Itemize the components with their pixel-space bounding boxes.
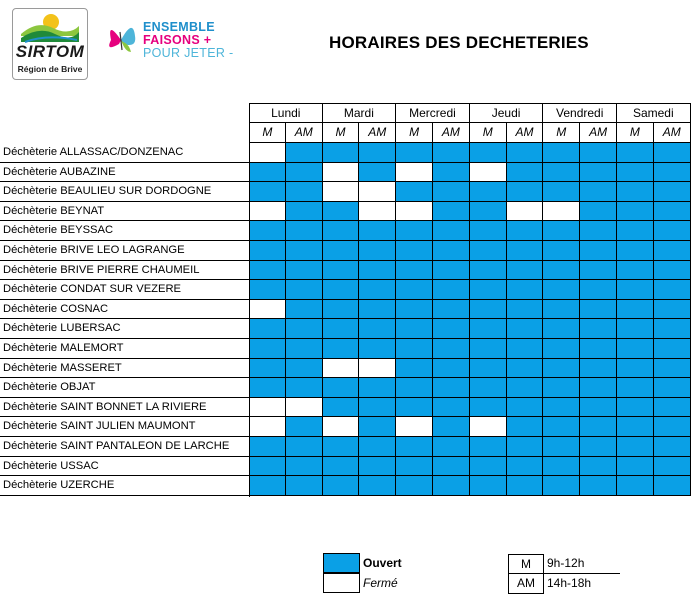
open-cell xyxy=(286,300,323,320)
site-name: Déchèterie MALEMORT xyxy=(0,339,250,359)
open-cell xyxy=(654,378,691,398)
open-cell xyxy=(654,143,691,163)
open-cell xyxy=(396,457,433,477)
open-cell xyxy=(396,241,433,261)
open-cell xyxy=(617,398,654,418)
open-cell xyxy=(396,143,433,163)
open-cell xyxy=(470,280,507,300)
open-cell xyxy=(359,457,396,477)
day-header: Vendredi xyxy=(543,103,617,123)
open-cell xyxy=(617,359,654,379)
closed-cell xyxy=(323,417,360,437)
open-cell xyxy=(507,457,544,477)
open-cell xyxy=(470,457,507,477)
period-header: AM xyxy=(654,123,691,143)
open-cell xyxy=(249,241,286,261)
closed-cell xyxy=(396,417,433,437)
site-name: Déchèterie BEYSSAC xyxy=(0,221,250,241)
open-cell xyxy=(580,261,617,281)
open-cell xyxy=(580,378,617,398)
open-cell xyxy=(433,300,470,320)
closed-cell xyxy=(249,143,286,163)
open-cell xyxy=(323,143,360,163)
open-cell xyxy=(433,339,470,359)
open-cell xyxy=(286,202,323,222)
period-header: M xyxy=(543,123,580,143)
open-cell xyxy=(507,319,544,339)
open-cell xyxy=(286,241,323,261)
open-cell xyxy=(433,182,470,202)
site-name: Déchèterie CONDAT SUR VEZERE xyxy=(0,280,250,300)
site-name: Déchèterie BRIVE LEO LAGRANGE xyxy=(0,241,250,261)
open-cell xyxy=(543,221,580,241)
open-cell xyxy=(396,182,433,202)
open-cell xyxy=(617,476,654,496)
open-cell xyxy=(470,398,507,418)
open-cell xyxy=(470,261,507,281)
period-header: M xyxy=(323,123,360,143)
site-name: Déchèterie SAINT PANTALEON DE LARCHE xyxy=(0,437,250,457)
open-cell xyxy=(470,319,507,339)
open-cell xyxy=(507,280,544,300)
open-cell xyxy=(580,202,617,222)
day-header: Mercredi xyxy=(396,103,470,123)
site-name: Déchèterie SAINT JULIEN MAUMONT xyxy=(0,417,250,437)
open-cell xyxy=(580,182,617,202)
open-cell xyxy=(249,476,286,496)
open-cell xyxy=(507,417,544,437)
open-cell xyxy=(249,261,286,281)
open-cell xyxy=(249,280,286,300)
site-name: Déchèterie SAINT BONNET LA RIVIERE xyxy=(0,398,250,418)
open-cell xyxy=(323,241,360,261)
open-cell xyxy=(359,476,396,496)
open-cell xyxy=(617,241,654,261)
open-cell xyxy=(543,319,580,339)
open-cell xyxy=(543,339,580,359)
site-name: Déchèterie COSNAC xyxy=(0,300,250,320)
day-header: Samedi xyxy=(617,103,691,123)
open-cell xyxy=(433,143,470,163)
open-cell xyxy=(543,417,580,437)
legend-am-hours: 14h-18h xyxy=(547,576,592,590)
open-cell xyxy=(654,417,691,437)
open-cell xyxy=(470,359,507,379)
legend-m-hours: 9h-12h xyxy=(547,556,585,570)
open-cell xyxy=(617,319,654,339)
open-cell xyxy=(580,319,617,339)
site-name: Déchèterie UZERCHE xyxy=(0,476,250,496)
open-cell xyxy=(543,359,580,379)
open-cell xyxy=(580,300,617,320)
open-cell xyxy=(249,378,286,398)
open-cell xyxy=(580,339,617,359)
open-cell xyxy=(396,319,433,339)
closed-cell xyxy=(507,202,544,222)
open-cell xyxy=(433,359,470,379)
open-cell xyxy=(323,300,360,320)
open-cell xyxy=(580,476,617,496)
open-cell xyxy=(507,300,544,320)
open-cell xyxy=(654,202,691,222)
open-cell xyxy=(654,221,691,241)
open-cell xyxy=(617,261,654,281)
open-cell xyxy=(654,182,691,202)
site-name: Déchèterie BEYNAT xyxy=(0,202,250,222)
open-cell xyxy=(470,339,507,359)
open-cell xyxy=(396,261,433,281)
closed-cell xyxy=(396,163,433,183)
open-cell xyxy=(470,221,507,241)
open-cell xyxy=(543,300,580,320)
open-cell xyxy=(249,221,286,241)
period-header: AM xyxy=(507,123,544,143)
open-cell xyxy=(543,398,580,418)
closed-cell xyxy=(249,398,286,418)
open-cell xyxy=(617,202,654,222)
open-cell xyxy=(433,241,470,261)
open-cell xyxy=(286,378,323,398)
closed-cell xyxy=(323,163,360,183)
period-header: AM xyxy=(580,123,617,143)
closed-cell xyxy=(323,359,360,379)
open-cell xyxy=(359,221,396,241)
site-name: Déchèterie LUBERSAC xyxy=(0,319,250,339)
period-header: M xyxy=(470,123,507,143)
open-cell xyxy=(580,241,617,261)
site-name: Déchèterie BRIVE PIERRE CHAUMEIL xyxy=(0,261,250,281)
open-cell xyxy=(323,202,360,222)
closed-cell xyxy=(359,202,396,222)
open-cell xyxy=(654,476,691,496)
open-cell xyxy=(654,241,691,261)
open-cell xyxy=(470,202,507,222)
open-cell xyxy=(543,457,580,477)
period-header: M xyxy=(249,123,286,143)
open-cell xyxy=(396,476,433,496)
open-cell xyxy=(507,221,544,241)
open-cell xyxy=(286,339,323,359)
open-cell xyxy=(433,319,470,339)
open-cell xyxy=(396,300,433,320)
open-cell xyxy=(617,437,654,457)
closed-cell xyxy=(470,163,507,183)
open-cell xyxy=(249,437,286,457)
open-cell xyxy=(580,417,617,437)
open-cell xyxy=(359,261,396,281)
open-cell xyxy=(323,261,360,281)
open-cell xyxy=(470,241,507,261)
open-cell xyxy=(580,163,617,183)
open-cell xyxy=(396,339,433,359)
open-cell xyxy=(543,163,580,183)
open-cell xyxy=(617,378,654,398)
open-cell xyxy=(249,182,286,202)
closed-cell xyxy=(286,398,323,418)
open-cell xyxy=(359,339,396,359)
open-cell xyxy=(433,398,470,418)
open-cell xyxy=(507,241,544,261)
legend-m-underline xyxy=(544,573,620,574)
sirtom-name: SIRTOM xyxy=(15,42,85,61)
open-cell xyxy=(543,437,580,457)
open-cell xyxy=(249,319,286,339)
open-cell xyxy=(580,280,617,300)
legend-open-swatch xyxy=(323,553,360,573)
open-cell xyxy=(654,359,691,379)
open-cell xyxy=(580,398,617,418)
ensemble-line1: ENSEMBLE xyxy=(143,20,215,34)
open-cell xyxy=(617,300,654,320)
open-cell xyxy=(507,261,544,281)
open-cell xyxy=(433,163,470,183)
closed-cell xyxy=(359,359,396,379)
site-name: Déchèterie ALLASSAC/DONZENAC xyxy=(0,143,250,163)
legend-closed-label: Fermé xyxy=(363,576,398,590)
open-cell xyxy=(323,339,360,359)
open-cell xyxy=(654,280,691,300)
site-name: Déchèterie BEAULIEU SUR DORDOGNE xyxy=(0,182,250,202)
open-cell xyxy=(617,417,654,437)
open-cell xyxy=(617,163,654,183)
legend-closed-swatch xyxy=(323,573,360,593)
open-cell xyxy=(617,182,654,202)
open-cell xyxy=(249,359,286,379)
closed-cell xyxy=(359,182,396,202)
open-cell xyxy=(286,163,323,183)
open-cell xyxy=(323,437,360,457)
legend-am-code: AM xyxy=(508,574,544,594)
closed-cell xyxy=(249,417,286,437)
closed-cell xyxy=(396,202,433,222)
open-cell xyxy=(654,319,691,339)
closed-cell xyxy=(323,182,360,202)
open-cell xyxy=(433,378,470,398)
open-cell xyxy=(396,398,433,418)
open-cell xyxy=(323,221,360,241)
sirtom-logo xyxy=(12,8,88,80)
open-cell xyxy=(617,457,654,477)
open-cell xyxy=(654,339,691,359)
period-header: M xyxy=(617,123,654,143)
period-header: M xyxy=(396,123,433,143)
open-cell xyxy=(580,359,617,379)
open-cell xyxy=(359,437,396,457)
open-cell xyxy=(654,163,691,183)
open-cell xyxy=(359,163,396,183)
open-cell xyxy=(543,378,580,398)
day-header: Mardi xyxy=(323,103,397,123)
closed-cell xyxy=(543,202,580,222)
open-cell xyxy=(433,457,470,477)
open-cell xyxy=(470,300,507,320)
open-cell xyxy=(433,417,470,437)
open-cell xyxy=(286,143,323,163)
open-cell xyxy=(433,261,470,281)
closed-cell xyxy=(249,202,286,222)
open-cell xyxy=(470,182,507,202)
open-cell xyxy=(323,476,360,496)
open-cell xyxy=(249,457,286,477)
open-cell xyxy=(507,359,544,379)
open-cell xyxy=(396,378,433,398)
open-cell xyxy=(580,437,617,457)
site-name: Déchèterie AUBAZINE xyxy=(0,163,250,183)
closed-cell xyxy=(249,300,286,320)
open-cell xyxy=(543,261,580,281)
open-cell xyxy=(286,221,323,241)
open-cell xyxy=(359,143,396,163)
open-cell xyxy=(507,378,544,398)
open-cell xyxy=(507,143,544,163)
open-cell xyxy=(396,221,433,241)
open-cell xyxy=(359,319,396,339)
open-cell xyxy=(286,417,323,437)
open-cell xyxy=(396,359,433,379)
period-header: AM xyxy=(359,123,396,143)
open-cell xyxy=(286,437,323,457)
open-cell xyxy=(507,163,544,183)
open-cell xyxy=(286,457,323,477)
site-name: Déchèterie USSAC xyxy=(0,457,250,477)
open-cell xyxy=(507,339,544,359)
site-name: Déchèterie OBJAT xyxy=(0,378,250,398)
open-cell xyxy=(617,339,654,359)
open-cell xyxy=(433,476,470,496)
period-header: AM xyxy=(433,123,470,143)
open-cell xyxy=(323,378,360,398)
open-cell xyxy=(433,437,470,457)
open-cell xyxy=(507,437,544,457)
open-cell xyxy=(359,378,396,398)
sirtom-landscape-icon xyxy=(19,12,81,44)
open-cell xyxy=(470,143,507,163)
page-title: HORAIRES DES DECHETERIES xyxy=(329,33,589,52)
open-cell xyxy=(580,143,617,163)
closed-cell xyxy=(470,417,507,437)
open-cell xyxy=(323,398,360,418)
open-cell xyxy=(470,437,507,457)
legend-m-code: M xyxy=(508,554,544,574)
open-cell xyxy=(286,182,323,202)
open-cell xyxy=(396,437,433,457)
open-cell xyxy=(654,300,691,320)
open-cell xyxy=(654,437,691,457)
day-header: Jeudi xyxy=(470,103,544,123)
open-cell xyxy=(396,280,433,300)
period-header: AM xyxy=(286,123,323,143)
open-cell xyxy=(543,476,580,496)
open-cell xyxy=(580,457,617,477)
ensemble-logo xyxy=(103,14,238,74)
open-cell xyxy=(617,280,654,300)
open-cell xyxy=(507,476,544,496)
open-cell xyxy=(323,319,360,339)
butterfly-icon xyxy=(103,18,139,60)
open-cell xyxy=(286,319,323,339)
open-cell xyxy=(249,163,286,183)
day-header: Lundi xyxy=(249,103,323,123)
open-cell xyxy=(507,182,544,202)
grid-left-border xyxy=(249,143,250,497)
open-cell xyxy=(580,221,617,241)
open-cell xyxy=(470,378,507,398)
ensemble-line2: FAISONS + xyxy=(143,33,212,47)
open-cell xyxy=(654,261,691,281)
open-cell xyxy=(323,280,360,300)
open-cell xyxy=(470,476,507,496)
open-cell xyxy=(617,221,654,241)
open-cell xyxy=(507,398,544,418)
open-cell xyxy=(249,339,286,359)
open-cell xyxy=(286,280,323,300)
open-cell xyxy=(359,300,396,320)
open-cell xyxy=(286,476,323,496)
site-name: Déchèterie MASSERET xyxy=(0,359,250,379)
open-cell xyxy=(359,241,396,261)
open-cell xyxy=(323,457,360,477)
legend-open-label: Ouvert xyxy=(363,556,402,570)
open-cell xyxy=(359,280,396,300)
open-cell xyxy=(286,261,323,281)
open-cell xyxy=(286,359,323,379)
open-cell xyxy=(543,241,580,261)
open-cell xyxy=(654,398,691,418)
open-cell xyxy=(359,398,396,418)
open-cell xyxy=(543,182,580,202)
open-cell xyxy=(359,417,396,437)
open-cell xyxy=(433,280,470,300)
open-cell xyxy=(543,280,580,300)
open-cell xyxy=(654,457,691,477)
open-cell xyxy=(543,143,580,163)
open-cell xyxy=(433,221,470,241)
open-cell xyxy=(617,143,654,163)
open-cell xyxy=(433,202,470,222)
ensemble-line3: POUR JETER - xyxy=(143,46,234,60)
sirtom-region: Région de Brive xyxy=(17,64,83,74)
